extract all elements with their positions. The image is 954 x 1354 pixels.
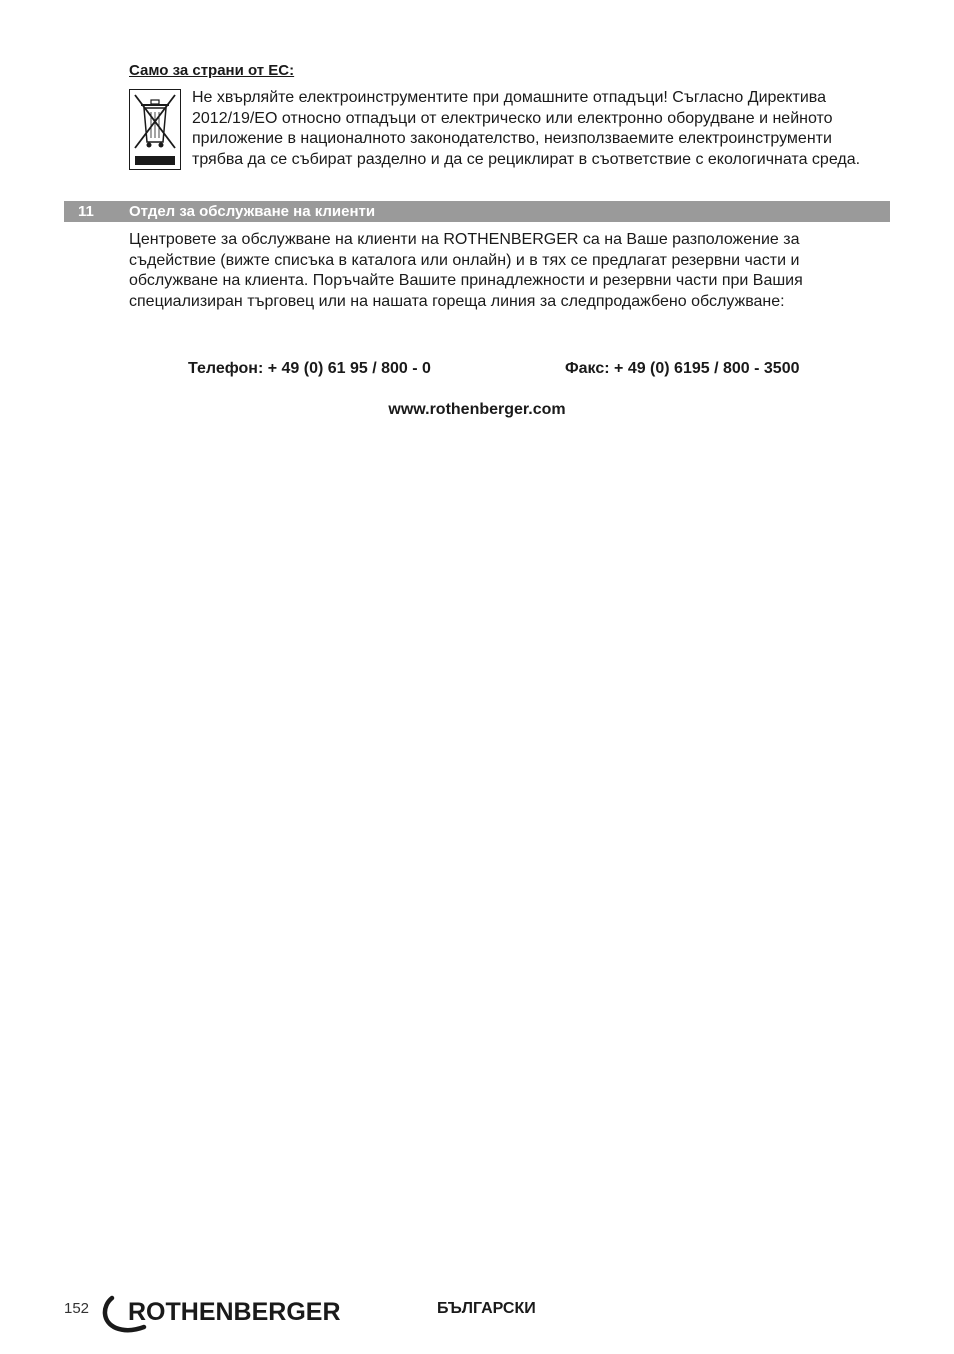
brand-name: ROTHENBERGER [128, 1298, 341, 1326]
phone-number: Телефон: + 49 (0) 61 95 / 800 - 0 [188, 360, 431, 377]
eu-disposal-text: Не хвърляйте електроинструментите при домашните отпадъци! Съгласно Директива 2012/19/ЕО относно отпадъци от електрическо или електронно оборудване и нейното приложение в националното законодателство, неизползваемите електроинструменти трябва да се събират разделно и да се рециклират в съответствие с екологичната среда. [192, 89, 861, 168]
section-number: 11 [78, 203, 94, 220]
fax-number: Факс: + 49 (0) 6195 / 800 - 3500 [565, 360, 800, 377]
service-text: Центровете за обслужване на клиенти на ROTHENBERGER са на Ваше разположение за съдействие (вижте списъка в каталога или онлайн) и в тях се предлагат резервни части и обслужване на клиента. Поръчайте Вашите принадлежности и резервни части при Вашия специализиран търговец или на нашата гореща линия за следпродажбено обслужване: [129, 231, 803, 310]
weee-crossed-bin-icon [129, 89, 181, 170]
section-header [64, 201, 890, 222]
language-label: БЪЛГАРСКИ [437, 1300, 536, 1317]
rothenberger-logo [100, 1294, 350, 1334]
eu-heading: Само за страни от ЕС: [129, 62, 295, 79]
section-title: Отдел за обслужване на клиенти [129, 203, 376, 220]
page-number: 152 [64, 1300, 90, 1317]
website-link[interactable]: www.rothenberger.com [388, 401, 566, 418]
